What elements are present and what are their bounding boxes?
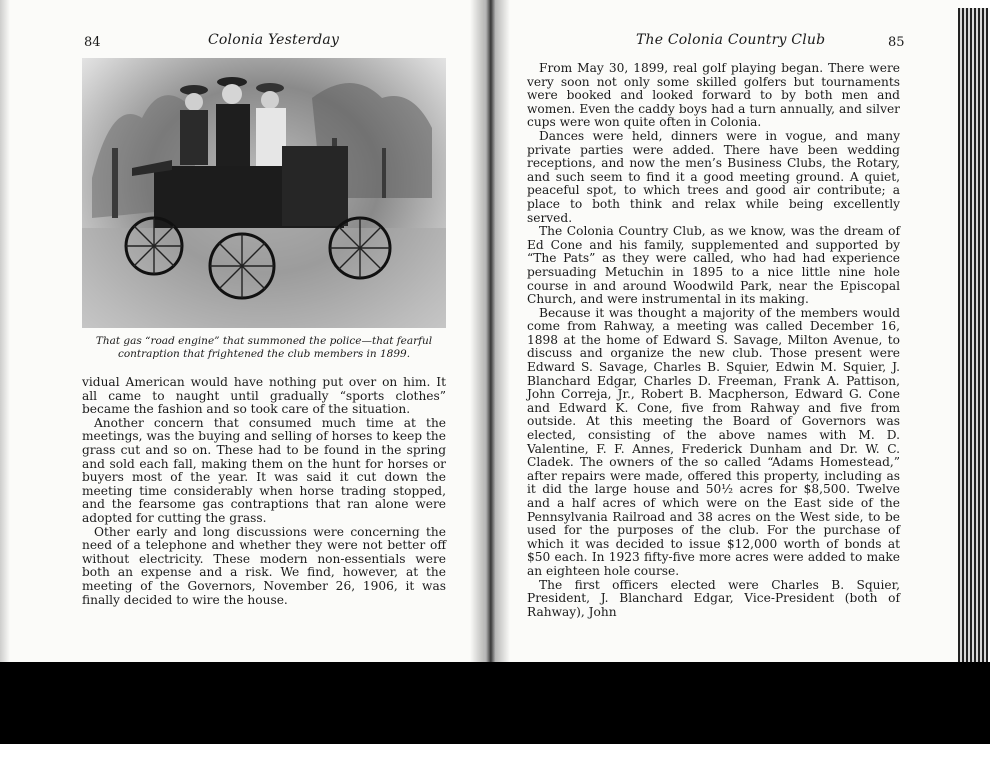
paragraph: Other early and long discussions were concerning the need of a telephone and whether they were not better off without electricity. These modern non-essentials were both an expense and a risk. We find, however, at the meeting of the Governors, November 26, 1906, it was finally decided to wire the house. [82,524,446,607]
paragraph: vidual American would have nothing put over on him. It all came to naught until gradually “sports clothes” became the fashion and so took care of the situation. [82,375,446,417]
page-stack-edge [958,8,988,668]
right-page-number: 85 [888,35,905,50]
left-page-body [82,376,446,607]
photograph-antique-automobile [82,58,446,328]
scan-border-bottom [0,662,990,744]
scan-margin [0,744,990,765]
left-running-head: Colonia Yesterday [208,32,340,48]
paragraph: Because it was thought a majority of the members would come from Rahway, a meeting was called December 16, 1898 at the home of Edward S. Savage, Milton Avenue, to discuss and organize the new club. Those present were Edward S. Savage, Charles B. Squier, Edwin M. Squier, J. Blanchard Edgar, Charles D. Freeman, Frank A. Pattison, John Correja, Jr., Robert B. Macpherson, Edward G. Cone and Edward K. Cone, five from Rahway and five from outside. At this meeting the Board of Governors was elected, consisting of the above names with M. D. Valentine, F. F. Annes, Frederick Dunham and Dr. W. C. Cladek. The owners of the so called “Adams Homestead,” after repairs were made, offered this property, including as it did the large house and 50½ acres for $8,500. Twelve and a half acres of which were on the East side of the Pennsylvania Railroad and 38 acres on the West side, to be used for the purposes of the club. For the purchase of which it was decided to issue $12,000 worth of bonds at $50 each. In 1923 fifty-five more acres were added to make an eighteen hole course. [527,305,900,578]
left-page-number: 84 [84,35,101,50]
paragraph: Dances were held, dinners were in vogue, and many private parties were added. There have been wedding receptions, and now the men’s Business Clubs, the Rotary, and such seem to find it a good meeting ground. A quiet, peaceful spot, to which trees and good air contribute; a place to both think and relax while being excellently served. [527,128,900,225]
paragraph: The first officers elected were Charles B. Squier, President, J. Blanchard Edgar, Vice-President (both of Rahway), John [527,577,900,619]
right-page-body [527,62,900,619]
left-page-edge-shadow [0,0,10,665]
paragraph: The Colonia Country Club, as we know, was the dream of Ed Cone and his family, supplemented and supported by “The Pats” as they were called, who had had experience persuading Metuchin in 1895 to a nice little nine hole course in and around Woodwild Park, near the Episcopal Church, and were instrumental in its making. [527,224,900,307]
photo-caption: That gas “road engine” that summoned the police—that fearful contraption that frightened the club members in 1899. [95,335,433,360]
book-gutter [470,0,510,665]
photograph-antique-automobile-icon [82,58,446,328]
paragraph: Another concern that consumed much time at the meetings, was the buying and selling of horses to keep the grass cut and so on. These had to be found in the spring and sold each fall, making them on the hunt for horses or buyers most of the year. It was said it cut down the meeting time considerably when horse trading stopped, and the fearsome gas contraptions that ran alone were adopted for cutting the grass. [82,415,446,525]
paragraph: From May 30, 1899, real golf playing began. There were very soon not only some skilled golfers but tournaments were booked and looked forward to by both men and women. Even the caddy boys had a turn annually, and silver cups were won quite often in Colonia. [527,61,900,130]
right-running-head: The Colonia Country Club [636,32,826,48]
